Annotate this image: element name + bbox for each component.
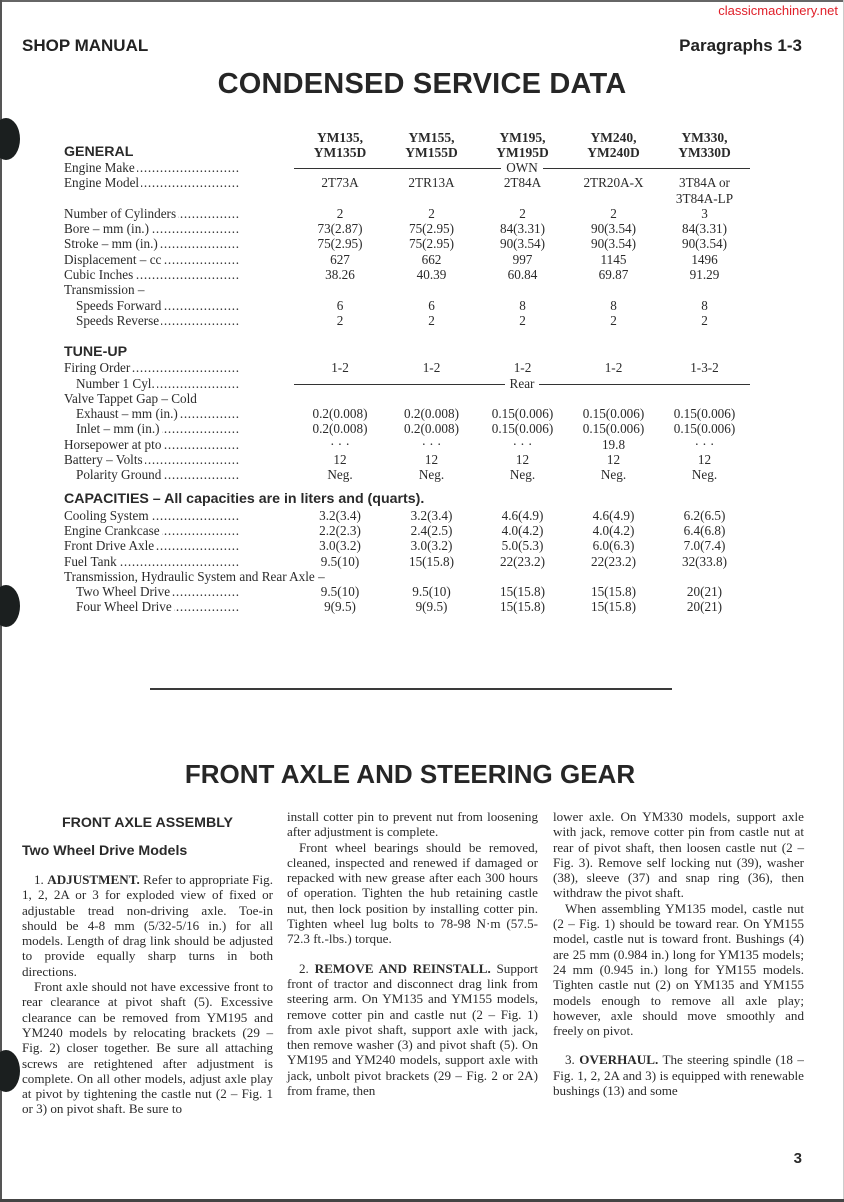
cell-value: 84(3.31) xyxy=(681,221,728,237)
cell-value: 12 xyxy=(515,452,530,468)
cell-value: · · · xyxy=(330,436,350,452)
cell-value: 0.2(0.008) xyxy=(312,421,368,437)
cell-value: 2 xyxy=(336,312,344,328)
row-label: Number 1 Cyl. xyxy=(64,376,157,391)
cell-value: 9.5(10) xyxy=(412,584,451,600)
paragraph: When assembling YM135 model, castle nut (2 – Fig. 1) should be toward rear. On YM155 model, castle nut is toward front. Bushings (4) are 25 mm (0.984 in.) long for YM135 models; 24 mm (0.945 in.) long for YM155 models. Tighten castle nut (2) on YM135 and YM155 models enough to remove all axle play; however, axle should move smoothly and freely on pivot. xyxy=(553,900,804,1039)
cell-value: Neg. xyxy=(327,467,353,483)
cell-value: 0.2(0.008) xyxy=(404,421,459,437)
column-header: YM240, YM240D xyxy=(587,130,640,160)
text-column-1 xyxy=(22,809,273,1117)
cell-value: 1496 xyxy=(691,251,718,267)
cell-value: Neg. xyxy=(418,467,445,483)
cell-value: 90(3.54) xyxy=(681,236,728,252)
cell-value: 3T84A or xyxy=(679,175,730,191)
cell-value: 1-2 xyxy=(331,360,349,376)
cell-value: 2 xyxy=(428,312,435,328)
cell-value: 2.4(2.5) xyxy=(410,522,453,538)
cell-value: 69.87 xyxy=(598,267,629,283)
section-heading-capacities: CAPACITIES – All capacities are in liters and (quarts). xyxy=(64,491,425,508)
cell-value: 15(15.8) xyxy=(590,599,637,615)
cell-value: 19.8 xyxy=(601,436,626,452)
row-label: Inlet – mm (in.) xyxy=(64,421,162,436)
paragraph-heading: ADJUSTMENT. xyxy=(47,872,140,887)
cell-value: Neg. xyxy=(509,467,536,483)
cell-value: 4.6(4.9) xyxy=(501,507,544,523)
table-row xyxy=(64,406,764,421)
cell-value: 1-3-2 xyxy=(690,360,719,376)
cell-value: 1-2 xyxy=(513,360,532,376)
paragraph: Front wheel bearings should be removed, cleaned, inspected and renewed if damaged or repacked with new grease after each 300 hours of operation. Tighten the hub retaining castle nut, then lock position by installing cotter pin. Tighten wheel lug bolts to 78-98 N·m (57.5-72.3 ft.-lbs.) torque. xyxy=(287,839,538,947)
cell-value: 3.2(3.4) xyxy=(319,507,361,523)
cell-value: 12 xyxy=(333,452,347,468)
section-heading-general: GENERAL xyxy=(64,143,134,160)
cell-value: 12 xyxy=(424,452,439,468)
text-column-3 xyxy=(553,809,804,1098)
subheading-two-wheel-drive: Two Wheel Drive Models xyxy=(22,843,188,859)
cell-value: 6.4(6.8) xyxy=(683,522,726,538)
cell-value: 12 xyxy=(697,452,712,468)
cell-value: 5.0(5.3) xyxy=(501,538,544,554)
cell-value: 38.26 xyxy=(325,267,355,283)
cell-value: 662 xyxy=(421,251,442,267)
cell-value: 2T84A xyxy=(503,175,542,191)
paragraph: Front axle should not have excessive front to rear clearance at pivot shaft (5). Excessive clearance can be removed from YM195 and YM240 models by relocating brackets (29 – Fig. 2) closer together. Be sure all attaching screws are retightened after adjustment is complete. On all other models, adjust axle play at pivot by tightening the castle nut (2 – Fig. 1 or 3) on pivot shaft. Be sure to xyxy=(22,979,273,1117)
table-row xyxy=(64,298,764,313)
paragraph-heading: OVERHAUL. xyxy=(579,1052,659,1068)
row-label: Engine Crankcase xyxy=(64,522,160,538)
table-row xyxy=(64,523,764,538)
row-label: Battery – Volts xyxy=(64,452,143,468)
table-row xyxy=(64,452,764,467)
paragraph: lower axle. On YM330 models, support axle with jack, remove cotter pin from castle nut at rear of pivot shaft, then loosen castle nut (2 – Fig. 3). Remove self locking nut (39), washer (38), sleeve (37) and snap ring (36), then withdraw the pivot shaft. xyxy=(553,809,804,901)
row-label: Cooling System xyxy=(64,507,149,523)
binder-hole-icon xyxy=(0,1050,20,1092)
cell-value: 1145 xyxy=(600,251,627,267)
row-label: Transmission – xyxy=(64,282,145,298)
cell-value: 15(15.8) xyxy=(499,584,546,600)
paragraph-adjustment: 1. ADJUSTMENT. Refer to appropriate Fig. 1, 2, 2A or 3 for exploded view of fixed or adjustable tread non-driving axle. Toe-in should be 4-8 mm (5/32-5/16 in.) for all models. Length of drag link should be adjusted to provide equally sharp turns in both directions. xyxy=(22,872,273,979)
cell-value: 0.15(0.006) xyxy=(582,406,645,422)
cell-value: 9.5(10) xyxy=(320,584,360,600)
cell-value: 3.0(3.2) xyxy=(410,538,453,554)
cell-value: 4.0(4.2) xyxy=(501,522,544,538)
table-row xyxy=(64,267,764,282)
table-row xyxy=(64,191,764,206)
table-row xyxy=(64,376,764,391)
cell-value: 2 xyxy=(519,205,526,221)
cell-value: Neg. xyxy=(691,467,718,483)
cell-value: 84(3.31) xyxy=(499,221,546,237)
cell-value: 2 xyxy=(519,312,526,328)
page-number: 3 xyxy=(793,1150,802,1167)
column-header: YM155, YM155D xyxy=(405,130,458,160)
cell-value: 2TR20A-X xyxy=(583,175,644,191)
row-label: Horsepower at pto xyxy=(64,436,162,452)
span-value: Rear xyxy=(505,376,540,391)
cell-value: 15(15.8) xyxy=(499,599,546,615)
cell-value: 4.0(4.2) xyxy=(592,522,635,538)
page-edge-top xyxy=(0,0,844,2)
row-label: Transmission, Hydraulic System and Rear Axle – xyxy=(64,568,325,584)
section-heading-tuneup: TUNE-UP xyxy=(64,343,128,360)
cell-value: 2.2(2.3) xyxy=(319,522,361,538)
column-header: YM135, YM135D xyxy=(313,130,367,160)
paragraph-overhaul: 3. OVERHAUL. The steering spindle (18 – Fig. 1, 2, 2A and 3) is equipped with renewable bushings (13) and some xyxy=(553,1052,804,1099)
watermark-link[interactable]: classicmachinery.net xyxy=(718,3,838,18)
cell-value: 0.15(0.006) xyxy=(582,421,645,437)
table-row xyxy=(64,467,764,482)
section-title: FRONT AXLE AND STEERING GEAR xyxy=(184,759,636,789)
cell-value: 7.0(7.4) xyxy=(683,538,726,554)
section-divider xyxy=(150,688,672,690)
table-header-row xyxy=(64,128,764,160)
row-label: Firing Order xyxy=(64,360,131,376)
row-label: Bore – mm (in.) xyxy=(64,221,149,237)
row-label: Exhaust – mm (in.) xyxy=(64,406,180,421)
cell-value: 3.2(3.4) xyxy=(410,507,453,523)
cell-value: 4.6(4.9) xyxy=(592,507,635,523)
cell-value: 60.84 xyxy=(507,267,538,283)
cell-value: 1-2 xyxy=(422,360,441,376)
cell-value: 9.5(10) xyxy=(320,553,360,569)
row-label: Fuel Tank xyxy=(64,553,117,569)
row-label: Four Wheel Drive xyxy=(64,599,174,614)
cell-value: 3.0(3.2) xyxy=(319,538,361,554)
cell-value: 997 xyxy=(512,251,533,267)
column-header: YM330, YM330D xyxy=(678,130,731,160)
cell-value: 15(15.8) xyxy=(590,584,637,600)
table-row xyxy=(64,313,764,328)
table-row xyxy=(64,360,764,375)
row-label: Cubic Inches xyxy=(64,267,134,283)
table-row xyxy=(64,508,764,523)
cell-value: 6 xyxy=(336,297,344,313)
cell-value: 15(15.8) xyxy=(408,553,455,569)
table-row xyxy=(64,538,764,553)
row-label: Engine Make xyxy=(64,160,135,175)
cell-value: 2 xyxy=(701,312,708,328)
table-row xyxy=(64,160,764,175)
row-label: Speeds Forward xyxy=(64,298,163,313)
cell-value: 2 xyxy=(610,312,617,328)
table-row xyxy=(64,437,764,452)
cell-value: 0.15(0.006) xyxy=(673,406,736,422)
binder-hole-icon xyxy=(0,118,20,160)
cell-value: 6 xyxy=(428,297,435,313)
cell-value: 2 xyxy=(336,205,344,221)
cell-value: 0.2(0.008) xyxy=(404,406,459,422)
cell-value: 32(33.8) xyxy=(681,553,728,569)
paragraph-remove-reinstall: 2. REMOVE AND REINSTALL. Support front of tractor and disconnect drag link from steering arm. On YM135 and YM155 models, remove cotter pin and castle nut (2 – Fig. 1) from axle pivot shaft, support axle with jack, then remove washer (3) and pivot shaft (5). On YM195 and YM240 models, support axle with jack, unbolt pivot brackets (29 – Fig. 2 or 2A) from frame, then xyxy=(287,960,538,1099)
cell-value: 90(3.54) xyxy=(499,236,546,252)
cell-value: 12 xyxy=(606,452,621,468)
cell-value: 8 xyxy=(610,297,617,313)
running-header-left: SHOP MANUAL xyxy=(22,36,149,55)
cell-value: 75(2.95) xyxy=(317,236,363,252)
cell-value: 6.0(6.3) xyxy=(592,538,635,554)
table-row xyxy=(64,391,764,406)
cell-value: 73(2.87) xyxy=(317,221,363,237)
cell-value: 3 xyxy=(701,205,708,221)
row-label: Displacement – cc xyxy=(64,251,162,267)
cell-value: 3T84A-LP xyxy=(675,190,734,206)
cell-value: · · · xyxy=(421,436,442,452)
cell-value: 8 xyxy=(519,297,526,313)
cell-value: 6.2(6.5) xyxy=(683,507,726,523)
cell-value: 0.2(0.008) xyxy=(312,406,368,422)
cell-value: 627 xyxy=(330,251,350,267)
cell-value: 2 xyxy=(428,205,435,221)
cell-value: 75(2.95) xyxy=(408,221,455,237)
cell-value: 91.29 xyxy=(689,267,720,283)
row-label: Engine Model xyxy=(64,175,140,191)
service-data-table xyxy=(64,128,764,615)
row-label: Valve Tappet Gap – Cold xyxy=(64,390,197,406)
cell-value: 90(3.54) xyxy=(590,221,637,237)
row-label: Speeds Reverse xyxy=(64,313,161,328)
span-value: OWN xyxy=(501,160,543,175)
cell-value: 9(9.5) xyxy=(415,599,448,615)
row-label: Number of Cylinders xyxy=(64,205,177,221)
row-label: Front Drive Axle xyxy=(64,538,155,554)
cell-value: 1-2 xyxy=(604,360,623,376)
cell-value: 2 xyxy=(610,205,617,221)
cell-value: 0.15(0.006) xyxy=(491,421,554,437)
paragraph: install cotter pin to prevent nut from loosening after adjustment is complete. xyxy=(287,809,538,840)
row-label: Stroke – mm (in.) xyxy=(64,236,158,252)
subheading-front-axle-assembly: FRONT AXLE ASSEMBLY xyxy=(61,815,234,831)
cell-value: Neg. xyxy=(600,467,627,483)
table-row xyxy=(64,252,764,267)
table-row xyxy=(64,175,764,190)
cell-value: 8 xyxy=(701,297,708,313)
row-label: Polarity Ground xyxy=(64,467,163,482)
table-row xyxy=(64,584,764,599)
table-row xyxy=(64,421,764,436)
table-row xyxy=(64,282,764,297)
cell-value: · · · xyxy=(694,436,715,452)
cell-value: 0.15(0.006) xyxy=(491,406,554,422)
cell-value: 2TR13A xyxy=(408,175,455,191)
cell-value: 2T73A xyxy=(321,175,359,191)
text-column-2 xyxy=(287,809,538,1098)
cell-value: 0.15(0.006) xyxy=(673,421,736,437)
cell-value: 75(2.95) xyxy=(408,236,455,252)
table-row xyxy=(64,221,764,236)
table-row xyxy=(64,236,764,251)
running-header-right: Paragraphs 1-3 xyxy=(679,36,802,55)
cell-value: 20(21) xyxy=(686,584,723,600)
table-row xyxy=(64,554,764,569)
table-row xyxy=(64,599,764,614)
row-label: Two Wheel Drive xyxy=(64,584,172,599)
cell-value: 9(9.5) xyxy=(324,599,356,615)
cell-value: 20(21) xyxy=(686,599,723,615)
table-row xyxy=(64,569,764,584)
cell-value: 40.39 xyxy=(416,267,447,283)
cell-value: 22(23.2) xyxy=(499,553,546,569)
cell-value: 90(3.54) xyxy=(590,236,637,252)
binder-hole-icon xyxy=(0,585,20,627)
column-header: YM195, YM195D xyxy=(496,130,549,160)
page-title: CONDENSED SERVICE DATA xyxy=(217,68,627,100)
cell-value: · · · xyxy=(512,436,533,452)
table-row xyxy=(64,206,764,221)
paragraph-heading: REMOVE AND REINSTALL. xyxy=(314,960,491,976)
cell-value: 22(23.2) xyxy=(590,553,637,569)
